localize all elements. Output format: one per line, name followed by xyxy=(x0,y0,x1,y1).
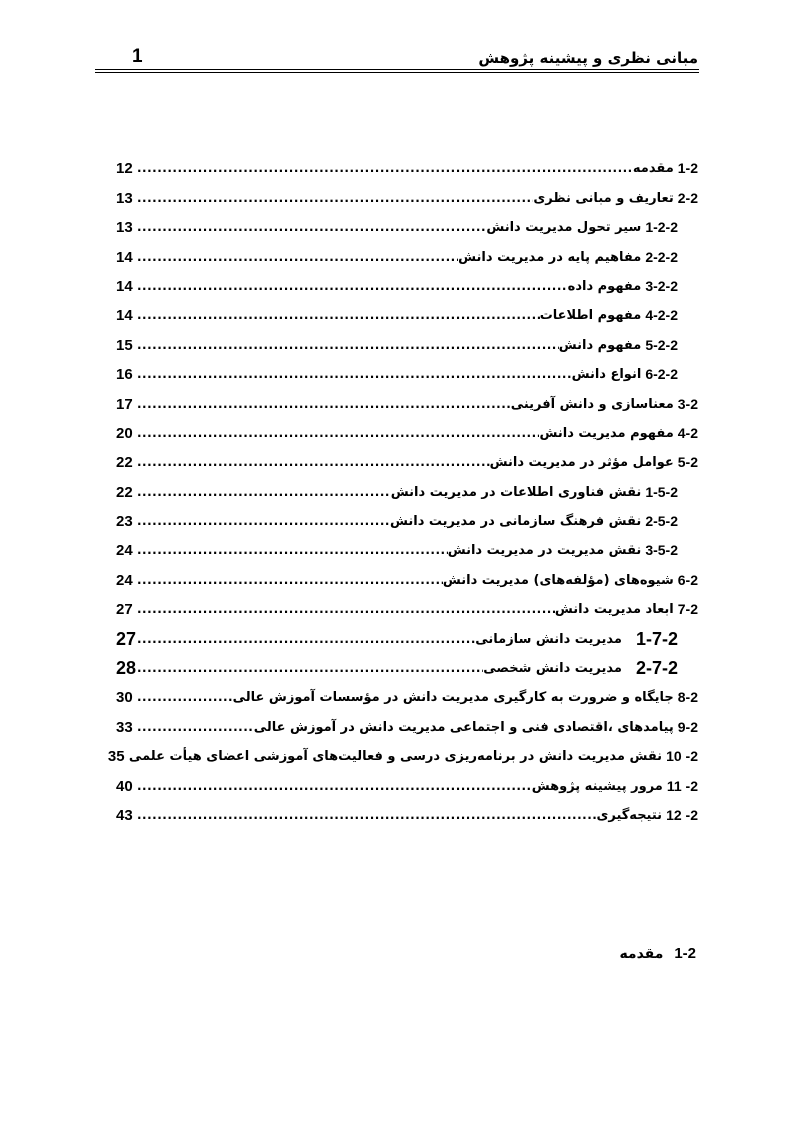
toc-entry-number: 5-2-2 xyxy=(645,336,678,353)
toc-entry-label: مفهوم دانش xyxy=(558,337,642,353)
toc-entry-label: مدیریت دانش شخصی xyxy=(483,661,622,677)
toc-entry-page-number: 17 xyxy=(116,395,133,413)
toc-entry-label: مفاهیم پایه در مدیریت دانش xyxy=(458,249,642,265)
toc-entry-page-number: 14 xyxy=(116,248,133,266)
toc-entry-number: 4-2 xyxy=(677,424,698,441)
toc-entry-page-number: 28 xyxy=(116,658,137,679)
toc-entry-page-number: 24 xyxy=(116,542,133,560)
toc-dot-leader xyxy=(137,219,486,236)
toc-dot-leader xyxy=(137,807,596,824)
toc-entry-number: 1-5-2 xyxy=(645,483,678,500)
toc-entry-label: نقش فرهنگ سازمانی در مدیریت دانش xyxy=(390,514,642,530)
toc-entry[interactable] xyxy=(116,795,698,824)
toc-entry-label: مفهوم داده xyxy=(567,278,642,294)
toc-entry[interactable] xyxy=(116,765,698,794)
toc-entry-label: نقش فناوری اطلاعات در مدیریت دانش xyxy=(390,484,642,500)
toc-entry-page-number: 27 xyxy=(116,628,137,649)
section-heading xyxy=(619,945,696,962)
toc-dot-leader xyxy=(137,425,539,442)
toc-entry[interactable] xyxy=(116,413,698,442)
toc-entry-label: جایگاه و ضرورت به کارگیری مدیریت دانش در مؤسسات آموزش عالی xyxy=(232,690,674,706)
toc-entry-page-number: 24 xyxy=(116,571,133,589)
toc-dot-leader xyxy=(137,484,391,501)
toc-entry-page-number: 27 xyxy=(116,601,133,619)
toc-entry[interactable] xyxy=(116,207,698,236)
toc-entry[interactable] xyxy=(116,236,698,265)
toc-entry-label: معناسازی و دانش آفرینی xyxy=(510,396,674,412)
toc-entry-label: نتیجه‌گیری xyxy=(596,807,663,823)
toc-dot-leader xyxy=(137,454,490,471)
toc-entry-number: 1-2-2 xyxy=(645,219,678,236)
toc-entry-page-number: 30 xyxy=(116,689,133,707)
toc-entry[interactable] xyxy=(116,530,698,559)
toc-entry-number: 7-2 xyxy=(677,601,698,618)
toc-entry-page-number: 23 xyxy=(116,513,133,531)
toc-entry-page-number: 13 xyxy=(116,189,133,207)
toc-dot-leader xyxy=(137,778,532,795)
toc-dot-leader xyxy=(137,631,475,648)
toc-entry-number: 6-2-2 xyxy=(645,366,678,383)
toc-entry[interactable] xyxy=(116,442,698,471)
toc-entry-number: 6-2 xyxy=(677,571,698,588)
toc-entry-label: مفهوم اطلاعات xyxy=(539,308,642,324)
section-number: 1-2 xyxy=(674,945,696,962)
toc-entry-page-number: 40 xyxy=(116,777,133,795)
toc-entry-label: مقدمه xyxy=(632,161,674,177)
toc-entry-number: 4-2-2 xyxy=(645,307,678,324)
toc-dot-leader xyxy=(137,307,540,324)
section-title: مقدمه xyxy=(619,946,664,962)
toc-entry-label: انواع دانش xyxy=(571,367,642,383)
toc-entry-number: 2- 11 xyxy=(666,777,698,794)
toc-dot-leader xyxy=(137,337,559,354)
header-rule-top xyxy=(95,69,699,70)
toc-entry-page-number: 14 xyxy=(116,277,133,295)
toc-entry[interactable] xyxy=(116,648,698,677)
toc-entry-page-number: 13 xyxy=(116,219,133,237)
toc-entry-label: پیامدهای ،اقتصادی فنی و اجتماعی مدیریت دانش در آموزش عالی xyxy=(253,719,674,735)
toc-entry-number: 8-2 xyxy=(677,689,698,706)
toc-dot-leader xyxy=(137,719,254,736)
toc-entry-label: عوامل مؤثر در مدیریت دانش xyxy=(489,455,674,471)
toc-entry-number: 9-2 xyxy=(677,718,698,735)
toc-entry-page-number: 12 xyxy=(116,160,133,178)
toc-entry[interactable] xyxy=(116,471,698,500)
toc-dot-leader xyxy=(137,660,483,677)
toc-entry-number: 3-5-2 xyxy=(645,542,678,559)
toc-entry-number: 2- 10 xyxy=(666,748,698,765)
toc-entry-label: نقش مدیریت در مدیریت دانش xyxy=(447,543,642,559)
toc-entry-label: تعاریف و مبانی نظری xyxy=(533,190,674,206)
toc-entry[interactable] xyxy=(116,266,698,295)
toc-dot-leader xyxy=(137,396,511,413)
toc-entry-number: 3-2 xyxy=(677,395,698,412)
toc-entry[interactable] xyxy=(116,177,698,206)
toc-entry-number: 3-2-2 xyxy=(645,277,678,294)
toc-entry-page-number: 22 xyxy=(116,483,133,501)
toc-entry-number: 5-2 xyxy=(677,454,698,471)
toc-entry-number: 2-2-2 xyxy=(645,248,678,265)
toc-entry-label: ابعاد مدیریت دانش xyxy=(554,602,674,618)
toc-dot-leader xyxy=(137,249,458,266)
toc-dot-leader xyxy=(137,601,555,618)
toc-entry[interactable] xyxy=(107,736,698,766)
toc-entry-label: مفهوم مدیریت دانش xyxy=(539,425,674,441)
toc-entry-label: سیر تحول مدیریت دانش xyxy=(486,220,642,236)
toc-entry-number: 1-7-2 xyxy=(635,628,678,649)
toc-dot-leader xyxy=(137,542,448,559)
toc-entry-page-number: 43 xyxy=(116,806,133,824)
toc-entry-label: مدیریت دانش سازمانی xyxy=(475,631,622,647)
toc-entry[interactable] xyxy=(116,677,698,706)
toc-entry-number: 2- 12 xyxy=(666,806,698,823)
toc-dot-leader xyxy=(137,513,390,530)
table-of-contents xyxy=(107,148,698,824)
toc-dot-leader xyxy=(137,572,443,589)
toc-entry-number: 2-5-2 xyxy=(645,513,678,530)
toc-entry-page-number: 35 xyxy=(107,748,125,766)
toc-entry[interactable] xyxy=(116,295,698,324)
toc-entry-page-number: 15 xyxy=(116,336,133,354)
running-header-page-number: 1 xyxy=(132,46,143,67)
toc-entry-page-number: 16 xyxy=(116,366,133,384)
toc-entry[interactable] xyxy=(116,354,698,383)
toc-entry-number: 2-7-2 xyxy=(635,658,678,679)
toc-entry[interactable] xyxy=(116,324,698,353)
toc-dot-leader xyxy=(137,366,572,383)
toc-entry-label: شیوه‌های (مؤلفه‌های) مدیریت دانش xyxy=(442,572,674,588)
toc-entry[interactable] xyxy=(116,589,698,618)
toc-entry[interactable] xyxy=(116,148,698,177)
toc-entry-number: 1-2 xyxy=(677,160,698,177)
toc-entry[interactable] xyxy=(116,706,698,735)
toc-dot-leader xyxy=(137,190,533,207)
toc-entry[interactable] xyxy=(116,618,698,647)
toc-entry-page-number: 20 xyxy=(116,424,133,442)
toc-dot-leader xyxy=(137,160,633,177)
running-header-title: مبانی نظری و پیشینه پژوهش xyxy=(478,49,698,67)
toc-entry-number: 2-2 xyxy=(677,189,698,206)
toc-entry-page-number: 33 xyxy=(116,718,133,736)
toc-entry[interactable] xyxy=(116,383,698,412)
toc-entry[interactable] xyxy=(116,501,698,530)
toc-dot-leader xyxy=(137,278,568,295)
toc-entry-page-number: 14 xyxy=(116,307,133,325)
toc-entry-label: مرور پیشینه پژوهش xyxy=(531,778,663,794)
header-rule-bottom xyxy=(95,72,699,73)
toc-entry-page-number: 22 xyxy=(116,454,133,472)
toc-entry-label: نقش مدیریت دانش در برنامه‌ریزی درسی و فعالیت‌های آموزشی اعضای هیأت علمی xyxy=(128,749,663,765)
toc-entry[interactable] xyxy=(116,559,698,588)
toc-dot-leader xyxy=(137,689,233,706)
